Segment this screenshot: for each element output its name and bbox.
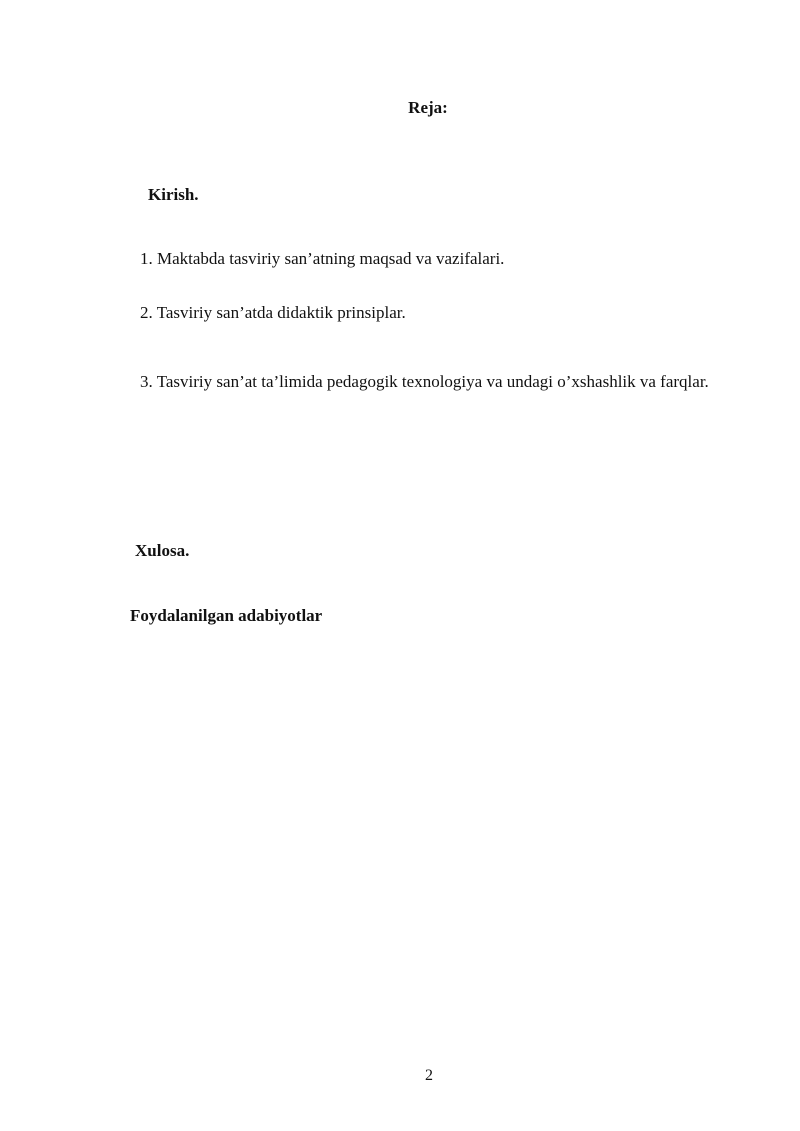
plan-title: Reja: xyxy=(408,98,448,117)
plan-item-2: 2. Tasviriy san’atda didaktik prinsiplar. xyxy=(140,303,406,322)
references-heading: Foydalanilgan adabiyotlar xyxy=(130,606,323,625)
plan-item-3: 3. Tasviriy san’at ta’limida pedagogik texnologiya va undagi o’xshashlik va farqlar. xyxy=(140,372,709,391)
plan-item-1: 1. Maktabda tasviriy san’atning maqsad va vazifalari. xyxy=(140,249,505,268)
page-number: 2 xyxy=(425,1067,433,1084)
intro-heading: Kirish. xyxy=(148,185,199,204)
conclusion-heading: Xulosa. xyxy=(135,541,190,560)
